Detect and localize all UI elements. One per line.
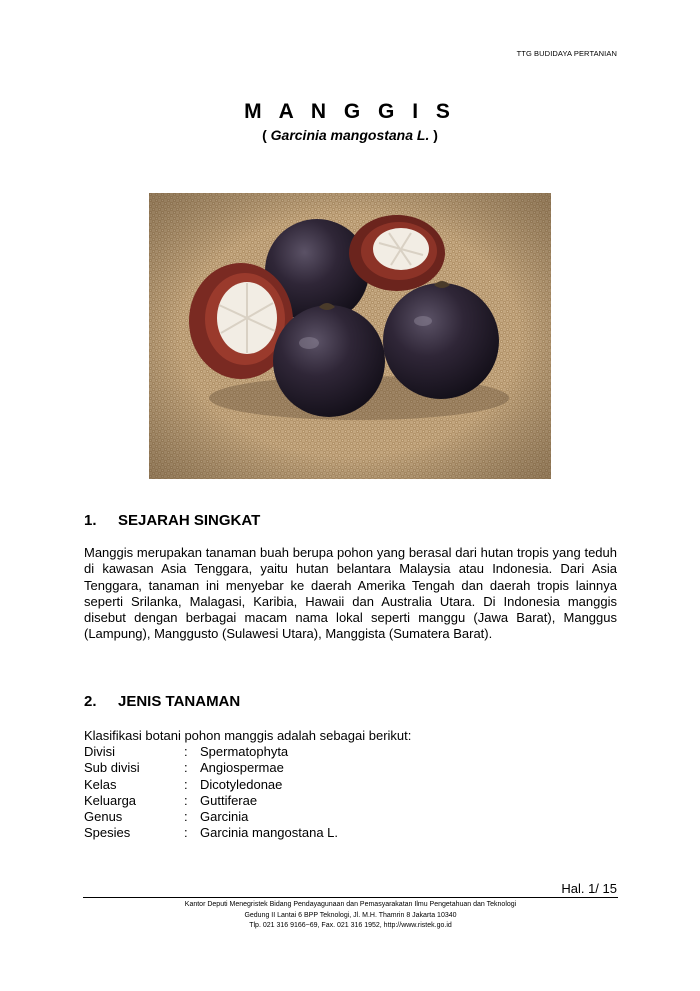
footer-line-1: Kantor Deputi Menegristek Bidang Pendayagunaan dan Pemasyarakatan Ilmu Pengetahuan dan Teknologi [184, 901, 517, 908]
mangosteen-illustration [149, 193, 551, 479]
footer-divider [83, 897, 618, 898]
classification-sep: : [184, 744, 188, 759]
subtitle-open: ( [262, 127, 271, 143]
classification-row [84, 744, 338, 760]
page-number: Hal. 1/ 15 [561, 881, 617, 896]
classification-key: Keluarga [84, 792, 137, 808]
classification-sep: : [184, 825, 188, 841]
classification-value: Dicotyledonae [200, 776, 283, 792]
footer-line-3: Tlp. 021 316 9166~69, Fax. 021 316 1952, http://www.ristek.go.id [249, 922, 452, 929]
classification-row [84, 760, 338, 776]
section-body-sejarah: Manggis merupakan tanaman buah berupa pohon yang berasal dari hutan tropis yang teduh di kawasan Asia Tenggara, yaitu hutan belantara Malaysia atau Indonesia. Dari Asia Tenggara, tanaman ini menyebar ke daerah Amerika Tengah dan daerah tropis lainnya seperti Srilanka, Malagasi, Karibia, Hawaii dan Australia Utara. Di Indonesia manggis disebut dengan berbagai macam nama lokal seperti manggu (Jawa Barat), Manggus (Lampung), Manggusto (Sulawesi Utara), Manggista (Sumatera Barat). [84, 545, 617, 642]
section-number: 2. [84, 693, 97, 710]
latin-name: Garcinia mangostana L. [270, 127, 430, 143]
document-title: M A N G G I S [244, 100, 456, 123]
classification-row [84, 825, 338, 841]
subtitle-close: ) [429, 127, 438, 143]
classification-sep: : [184, 776, 188, 792]
mangosteen-photo [149, 193, 551, 479]
footer-line-2: Gedung II Lantai 6 BPP Teknologi, Jl. M.H. Thamrin 8 Jakarta 10340 [244, 911, 457, 919]
classification-sep: : [184, 809, 188, 825]
section-heading-sejarah [84, 512, 260, 529]
classification-value: Garcinia mangostana L. [200, 825, 339, 841]
classification-value: Spermatophyta [200, 744, 289, 759]
classification-row [84, 793, 338, 809]
classification-value: Garcinia [200, 809, 249, 825]
classification-value: Guttiferae [200, 792, 258, 808]
section-number: 1. [84, 512, 97, 529]
classification-key: Divisi [84, 744, 116, 759]
section-body-jenis: Klasifikasi botani pohon manggis adalah sebagai berikut: [84, 728, 412, 743]
classification-sep: : [184, 760, 188, 776]
classification-row [84, 809, 338, 825]
classification-key: Kelas [84, 776, 117, 792]
classification-row [84, 777, 338, 793]
classification-key: Genus [84, 809, 123, 825]
section-heading-jenis [84, 693, 240, 710]
section-title: JENIS TANAMAN [118, 693, 241, 710]
document-subtitle [0, 127, 700, 143]
classification-key: Sub divisi [84, 760, 140, 776]
classification-table [84, 744, 338, 842]
classification-key: Spesies [84, 825, 131, 841]
running-header: TTG BUDIDAYA PERTANIAN [516, 49, 617, 58]
section-title: SEJARAH SINGKAT [118, 512, 261, 529]
footer [83, 900, 618, 932]
classification-value: Angiospermae [200, 760, 284, 776]
classification-sep: : [184, 792, 188, 808]
